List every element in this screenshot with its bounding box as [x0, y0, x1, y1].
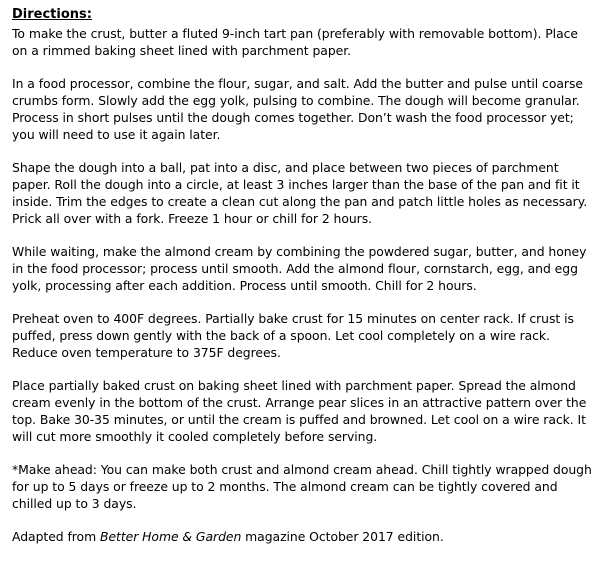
step-almond-cream: While waiting, make the almond cream by combining the powdered sugar, butter, and honey in the food processor; process until smooth. Add the almond flour, cornstarch, egg, and egg yolk, processing after each addition. Process until smooth. Chill for 2 hours.	[12, 244, 587, 293]
source-prefix: Adapted from	[12, 529, 100, 544]
make-ahead-note: *Make ahead: You can make both crust and almond cream ahead. Chill tightly wrapped dough for up to 5 days or freeze up to 2 months. The almond cream can be tightly covered and chilled up to 3 days.	[12, 462, 592, 511]
directions-heading: Directions:	[12, 7, 92, 22]
source-suffix: magazine October 2017 edition.	[241, 529, 444, 544]
source-publication: Better Home & Garden	[100, 529, 242, 544]
step-shape-dough: Shape the dough into a ball, pat into a disc, and place between two pieces of parchment paper. Roll the dough into a circle, at least 3 inches larger than the base of the pan and fit it inside. Trim the edges to create a clean cut along the pan and patch little holes as necessary. Prick all over with a fork. Freeze 1 hour or chill for 2 hours.	[12, 160, 588, 226]
source-credit	[12, 528, 595, 545]
step-bake-crust: Preheat oven to 400F degrees. Partially bake crust for 15 minutes on center rack. If crust is puffed, press down gently with the back of a spoon. Let cool completely on a wire rack. Reduce oven temperature to 375F degrees.	[12, 311, 574, 360]
step-assemble-bake: Place partially baked crust on baking sheet lined with parchment paper. Spread the almond cream evenly in the bottom of the crust. Arrange pear slices in an attractive pattern over the top. Bake 30-35 minutes, or until the cream is puffed and browned. Let cool on a wire rack. It will cut more smoothly it cooled completely before serving.	[12, 378, 587, 444]
step-crust-pan: To make the crust, butter a fluted 9-inch tart pan (preferably with removable bottom). Place on a rimmed baking sheet lined with parchment paper.	[12, 26, 578, 58]
step-dough-mix: In a food processor, combine the flour, sugar, and salt. Add the butter and pulse until coarse crumbs form. Slowly add the egg yolk, pulsing to combine. The dough will become granular. Process in short pulses until the dough comes together. Don’t wash the food processor yet; you will need to use it again later.	[12, 76, 583, 142]
